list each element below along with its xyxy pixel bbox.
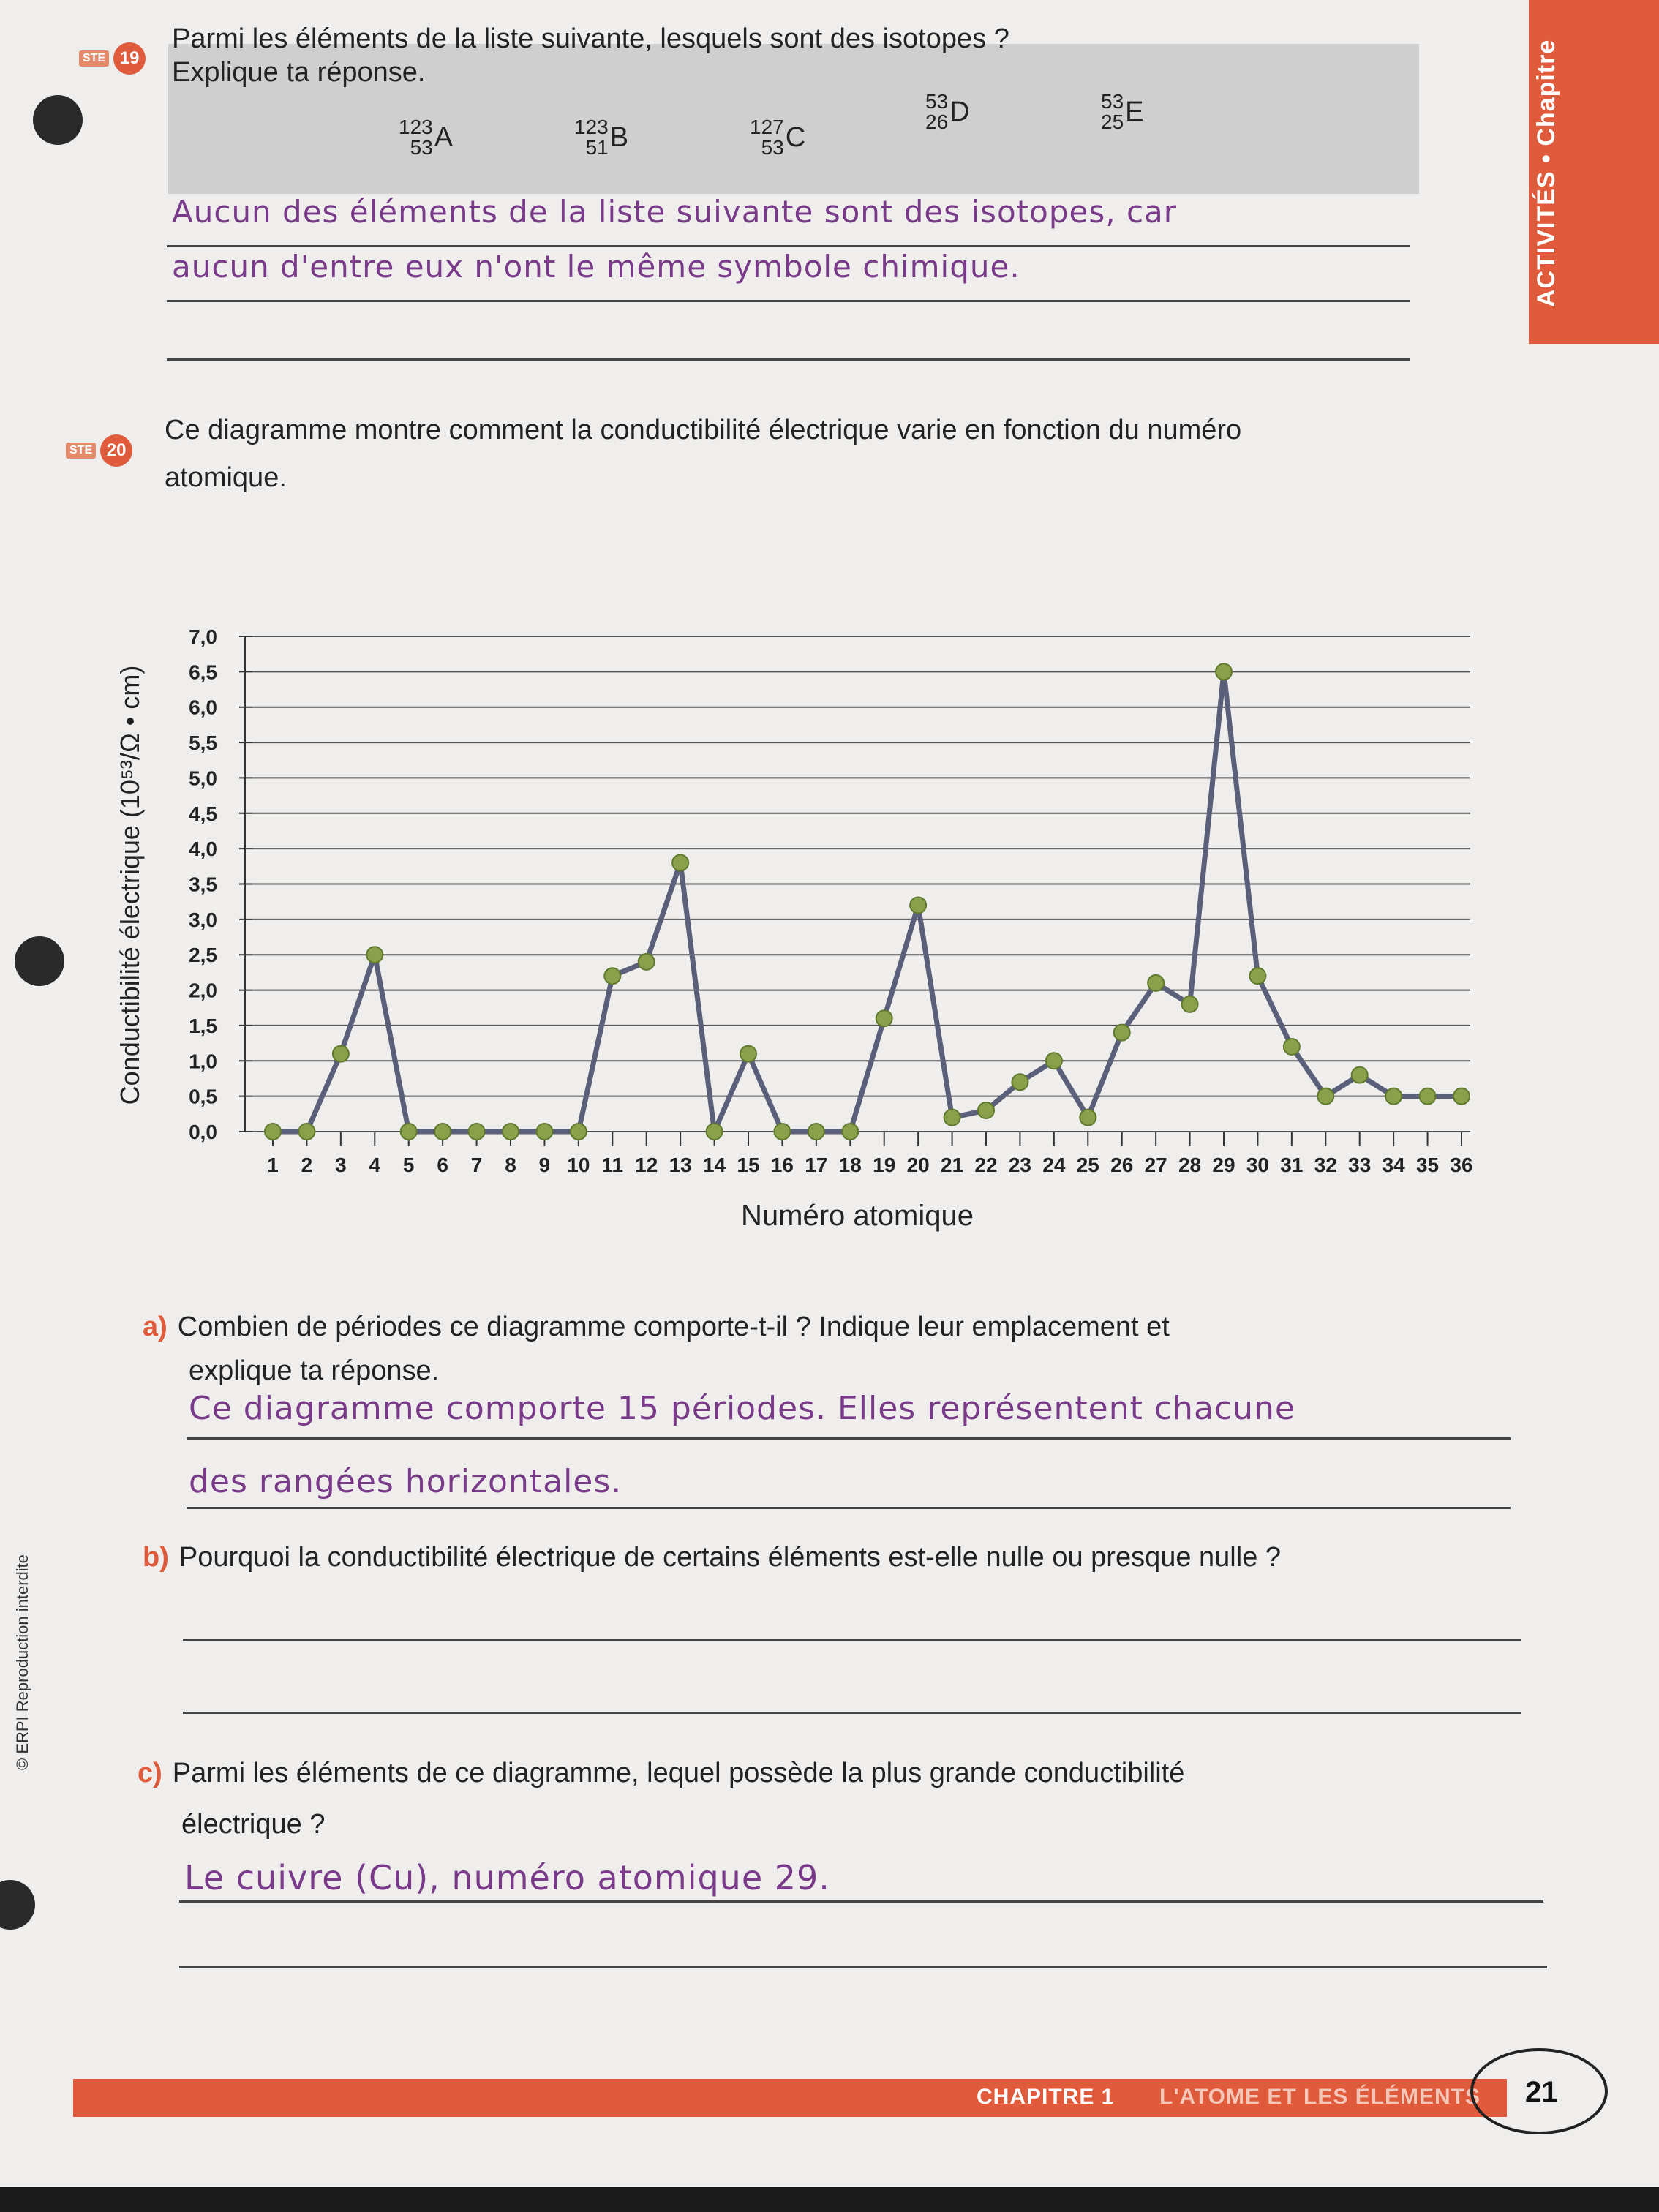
x-tick-label: 10 [567,1154,590,1176]
question-19-line2: Explique ta réponse. [172,57,426,88]
x-tick-label: 29 [1212,1154,1235,1176]
y-tick-label: 0,0 [189,1121,217,1143]
data-point [1284,1039,1300,1055]
data-point [1453,1088,1470,1105]
x-tick-label: 18 [838,1154,862,1176]
x-axis-title: Numéro atomique [741,1200,974,1232]
data-point [1182,996,1198,1012]
x-tick-label: 32 [1314,1154,1337,1176]
question-19-line1: Parmi les éléments de la liste suivante, lesquels sont des isotopes ? [172,23,1009,54]
data-point [1385,1088,1402,1105]
x-tick-label: 26 [1110,1154,1134,1176]
question-19-answer-line1: Aucun des éléments de la liste suivante sont des isotopes, car [172,194,1178,230]
data-point [1012,1074,1028,1090]
question-19-answer-line2: aucun d'entre eux n'ont le même symbole chimique. [172,249,1020,285]
y-tick-label: 3,5 [189,873,217,896]
mass-number: 127 [750,116,784,138]
y-tick-label: 4,5 [189,802,217,825]
y-tick-label: 3,0 [189,908,217,931]
footer-chapter: CHAPITRE 1 [977,2085,1115,2109]
x-tick-label: 16 [770,1154,794,1176]
x-tick-label: 3 [335,1154,347,1176]
y-tick-label: 7,0 [189,625,217,648]
x-tick-label: 14 [702,1154,726,1176]
x-tick-label: 24 [1042,1154,1066,1176]
x-tick-label: 5 [402,1154,415,1176]
question-b-text: Pourquoi la conductibilité électrique de certains éléments est-elle nulle ou presque nulle ? [178,1542,1282,1573]
y-tick-label: 6,0 [189,696,217,719]
y-tick-label: 4,0 [189,838,217,861]
footer-title: L'ATOME ET LES ÉLÉMENTS [1159,2085,1481,2109]
y-tick-label: 2,5 [189,944,217,967]
y-tick-label: 6,5 [189,661,217,684]
data-point [265,1124,281,1140]
y-tick-label: 1,5 [189,1014,217,1037]
y-tick-label: 5,0 [189,767,217,790]
question-number-badge: 19 [113,42,146,75]
data-point [944,1110,960,1126]
x-tick-label: 28 [1178,1154,1202,1176]
x-tick-label: 7 [470,1154,483,1176]
question-a-answer-line2: des rangées horizontales. [189,1463,622,1500]
data-point [978,1102,994,1118]
question-a-line2: explique ta réponse. [189,1355,440,1386]
question-a [143,1309,1170,1345]
data-point [842,1124,858,1140]
atomic-number: 25 [1101,110,1124,133]
answer-rule [183,1712,1521,1714]
ste-badge: STE [79,50,109,67]
x-tick-label: 8 [505,1154,516,1176]
data-point [366,947,383,963]
element-symbol: D [949,96,970,127]
element-symbol: B [609,121,629,153]
x-tick-label: 6 [437,1154,448,1176]
atomic-number: 26 [925,110,949,133]
data-point [604,968,620,984]
x-tick-label: 1 [267,1154,279,1176]
data-point [1216,663,1232,680]
x-tick-label: 12 [635,1154,658,1176]
y-tick-label: 5,5 [189,731,217,755]
element-symbol: C [785,121,806,153]
mass-number: 53 [925,90,949,113]
data-point [1114,1025,1130,1041]
data-point [333,1046,349,1062]
data-point [1352,1067,1368,1083]
x-tick-label: 33 [1348,1154,1372,1176]
question-c [138,1756,1184,1791]
mass-number: 123 [574,116,609,138]
data-point [876,1010,892,1026]
x-tick-label: 22 [974,1154,998,1176]
data-point [1148,975,1164,991]
x-tick-label: 4 [369,1154,381,1176]
data-point [469,1124,485,1140]
y-axis-title: Conductibilité électrique (10⁵³/Ω • cm) [115,665,145,1105]
mass-number: 123 [399,116,433,138]
element-symbol: E [1125,96,1144,127]
data-point [1420,1088,1436,1105]
data-point [401,1124,417,1140]
x-tick-label: 15 [737,1154,760,1176]
data-point [1080,1110,1096,1126]
question-a-line1: Combien de périodes ce diagramme comporte-t-il ? Indique leur emplacement et [177,1312,1170,1342]
question-number-badge: 20 [100,434,132,467]
ste-badge: STE [66,443,96,459]
data-point [298,1124,315,1140]
x-tick-label: 36 [1450,1154,1473,1176]
question-b-label: b) [143,1542,169,1573]
data-point [1317,1088,1333,1105]
question-c-line1: Parmi les éléments de ce diagramme, lequel possède la plus grande conductibilité [172,1758,1185,1788]
conductivity-line [273,672,1462,1132]
data-point [774,1124,790,1140]
x-tick-label: 19 [873,1154,896,1176]
data-point [536,1124,552,1140]
activities-side-tab-label: ACTIVITÉS • Chapitre [1532,39,1560,307]
question-c-line2: électrique ? [181,1809,326,1840]
y-tick-label: 0,5 [189,1085,217,1108]
atomic-number: 53 [410,136,433,159]
answer-rule [179,1900,1543,1903]
x-tick-label: 21 [940,1154,964,1176]
question-b [143,1540,1281,1576]
answer-rule [179,1966,1547,1968]
data-point [672,854,688,870]
x-tick-label: 31 [1280,1154,1304,1176]
data-point [639,954,655,970]
question-c-answer-line1: Le cuivre (Cu), numéro atomique 29. [184,1858,830,1897]
answer-rule [187,1437,1511,1440]
x-tick-label: 9 [538,1154,551,1176]
atomic-number: 53 [761,136,784,159]
answer-rule [183,1639,1521,1641]
data-point [1046,1053,1062,1069]
x-tick-label: 2 [301,1154,313,1176]
data-point [434,1124,451,1140]
x-tick-label: 27 [1144,1154,1167,1176]
data-point [503,1124,519,1140]
x-tick-label: 34 [1382,1154,1405,1176]
mass-number: 53 [1101,90,1124,113]
x-tick-label: 17 [805,1154,828,1176]
answer-rule [187,1507,1511,1509]
question-20-line2: atomique. [165,462,287,493]
x-tick-label: 23 [1008,1154,1032,1176]
copyright-notice: © ERPI Reproduction interdite [13,1554,31,1770]
x-tick-label: 20 [906,1154,930,1176]
question-c-label: c) [138,1758,162,1788]
element-symbol: A [434,121,454,153]
data-point [571,1124,587,1140]
x-tick-label: 35 [1415,1154,1440,1176]
question-a-answer-line1: Ce diagramme comporte 15 périodes. Elles représentent chacune [189,1390,1295,1427]
x-tick-label: 25 [1076,1154,1099,1176]
question-a-label: a) [143,1312,168,1342]
y-tick-label: 2,0 [189,979,217,1002]
data-point [808,1124,824,1140]
data-point [740,1046,756,1062]
x-tick-label: 13 [669,1154,692,1176]
x-tick-label: 11 [601,1154,624,1176]
y-tick-label: 1,0 [189,1050,217,1073]
atomic-number: 51 [585,136,609,159]
question-20-line1: Ce diagramme montre comment la conductibilité électrique varie en fonction du numéro [165,415,1242,445]
x-tick-label: 30 [1246,1154,1270,1176]
data-point [910,898,926,914]
data-point [707,1124,723,1140]
page-number: 21 [1525,2076,1558,2108]
data-point [1249,968,1265,984]
